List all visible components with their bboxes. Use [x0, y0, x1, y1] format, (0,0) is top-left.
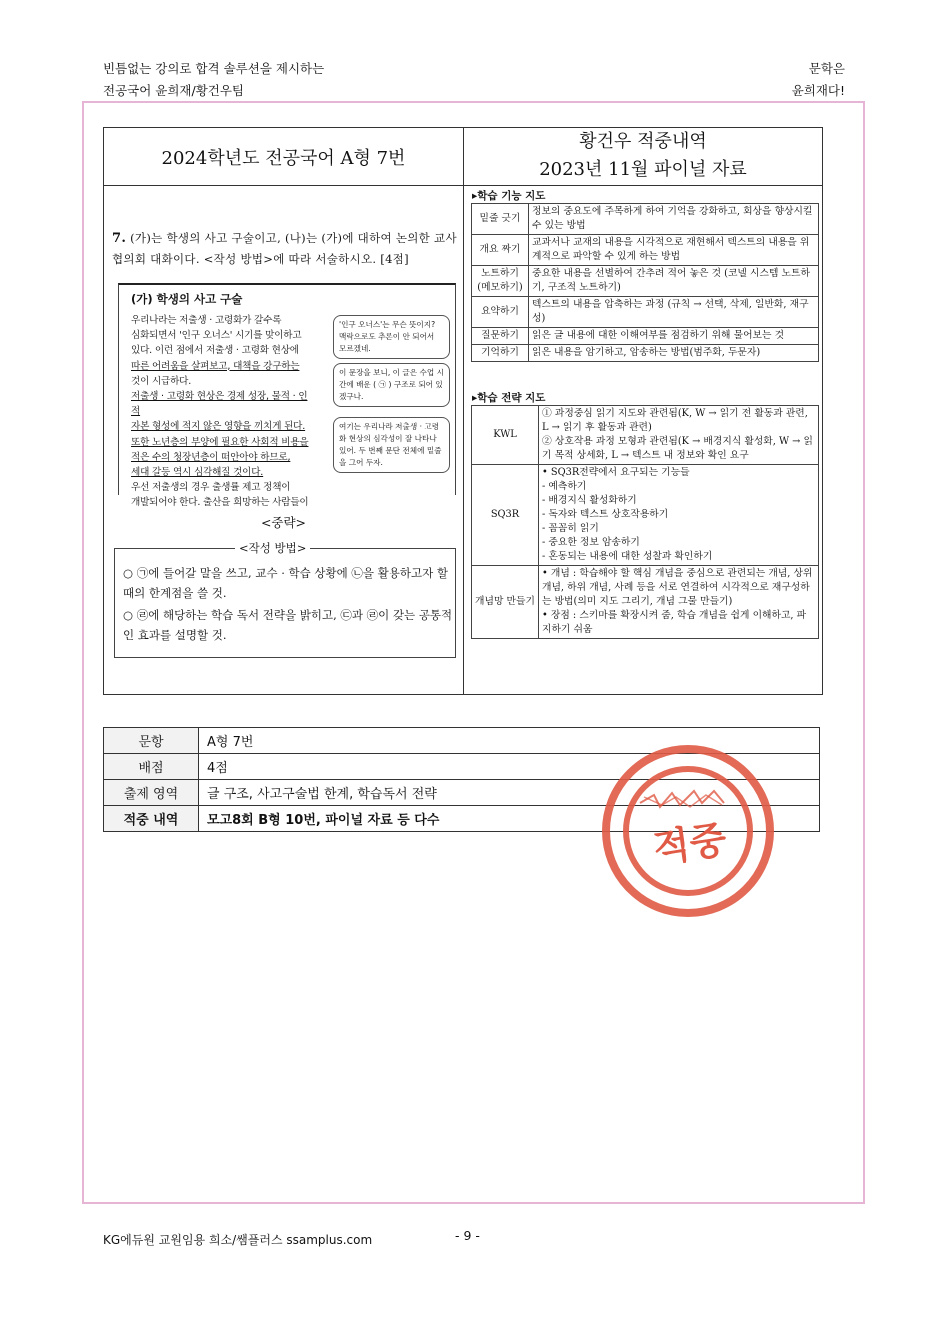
sq3r-line: - 독자와 텍스트 상호작용하기: [542, 509, 669, 520]
learning-skills-table: [471, 203, 819, 362]
row-text: 읽은 내용을 암기하고, 암송하는 방법(범주화, 두문자): [529, 345, 819, 362]
omission-mark: <중략>: [260, 515, 307, 530]
material-title-line1: 황건우 적중내역: [579, 131, 707, 152]
row-text: [539, 406, 819, 465]
passage-line: 따른 어려움을 살펴보고, 대책을 강구하는: [131, 360, 300, 372]
thought-bubble: 이 문장을 보니, 이 글은 수업 시간에 배운 ( ㉠ ) 구조로 되어 있겠구나.: [333, 363, 450, 407]
header-right: [792, 58, 845, 102]
sq3r-line: - 혼동되는 내용에 대한 성찰과 확인하기: [542, 551, 713, 562]
kwl-line: ② 상호작용 과정 모형과 관련됨(K → 배경지식 활성화, W → 읽기 목적 상세화, L → 텍스트 내 정보와 확인 요구: [542, 436, 813, 461]
row-text: 읽은 글 내용에 대한 이해여부를 점검하기 위해 물어보는 것: [529, 328, 819, 345]
passage-text: [131, 313, 316, 511]
horizontal-divider: [104, 185, 822, 186]
passage-line: 것이 시급하다.: [131, 375, 192, 387]
material-title: [464, 128, 822, 185]
material-title-line2: 2023년 11월 파이널 자료: [539, 159, 747, 180]
summary-value: 4점: [199, 754, 820, 780]
method-item: ○ ㉠에 들어갈 말을 쓰고, 교수 · 학습 상황에 ㉡을 활용하고자 할 때의 한계점을 쓸 것.: [123, 566, 448, 600]
question-number: 7.: [112, 231, 127, 246]
row-text: 정보의 중요도에 주목하게 하여 기억을 강화하고, 회상을 향상시킬 수 있는 방법: [529, 204, 819, 235]
passage-line: 있다. 이런 점에서 저출생 · 고령화 현상에: [131, 345, 299, 357]
row-text: 텍스트의 내용을 압축하는 과정 (규칙 → 선택, 삭제, 일반화, 재구성): [529, 297, 819, 328]
header-team: 전공국어 윤희재/황건우팀: [103, 83, 245, 98]
header-slogan: 빈틈없는 강의로 합격 솔루션을 제시하는: [103, 61, 325, 76]
question: [112, 228, 457, 269]
passage-line: 우선 저출생의 경우 출생률 제고 정책이: [131, 482, 291, 494]
writing-method-title: <작성 방법>: [235, 540, 310, 556]
table-row: [472, 266, 819, 297]
summary-key: 문항: [104, 728, 199, 754]
passage-line: 세대 갈등 역시 심각해질 것이다.: [131, 467, 264, 479]
row-label: 밑줄 긋기: [472, 204, 529, 235]
passage-line: 저출생 · 고령화 현상은 경제 성장, 물적 · 인적: [131, 391, 308, 418]
hit-stamp-icon: [602, 745, 774, 917]
method-item: ○ ㉣에 해당하는 학습 독서 전략을 밝히고, ㉢과 ㉣이 갖는 공통적인 효과를 설명할 것.: [123, 608, 453, 642]
sq3r-line: - 꼼꼼히 읽기: [542, 523, 599, 534]
summary-key: 출제 영역: [104, 780, 199, 806]
row-label: SQ3R: [472, 465, 539, 566]
header-motto-1: 문학은: [808, 61, 845, 76]
row-text: 교과서나 교재의 내용을 시각적으로 재현해서 텍스트의 내용을 위계적으로 파악할 수 있게 하는 방법: [529, 235, 819, 266]
page-number: - 9 -: [455, 1228, 480, 1243]
passage-box: [118, 283, 456, 509]
passage-line: 또한 노년층의 부양에 필요한 사회적 비용을: [131, 436, 309, 448]
sq3r-line: - 배경지식 활성화하기: [542, 495, 637, 506]
row-label: KWL: [472, 406, 539, 465]
concept-map-line: • 장점 : 스키마를 확장시켜 줌, 학습 개념을 쉽게 이해하고, 파지하기 쉬움: [542, 610, 807, 635]
row-text: [539, 566, 819, 639]
row-label: 개요 짜기: [472, 235, 529, 266]
passage-line: 개발되어야 한다. 출산을 희망하는 사람들이: [131, 497, 309, 509]
question-text: (가)는 학생의 사고 구술이고, (나)는 (가)에 대하여 논의한 교사 협의회 대화이다. <작성 방법>에 따라 서술하시오. [4점]: [112, 231, 457, 266]
sq3r-line: • SQ3R전략에서 요구되는 기능들: [542, 467, 690, 478]
header-left: [103, 58, 324, 102]
row-text: [539, 465, 819, 566]
sq3r-line: - 예측하기: [542, 481, 587, 492]
stamp-text: 적중: [650, 817, 730, 871]
row-label: 기억하기: [472, 345, 529, 362]
vertical-divider: [463, 128, 464, 694]
row-label: 질문하기: [472, 328, 529, 345]
table-row: [472, 345, 819, 362]
row-label: 요약하기: [472, 297, 529, 328]
learning-strategies-table: [471, 405, 819, 639]
sq3r-line: - 중요한 정보 암송하기: [542, 537, 640, 548]
table-row: [472, 235, 819, 266]
passage-line: 심화되면서 '인구 오너스' 시기를 맞이하고: [131, 330, 302, 342]
writing-method-box: [114, 541, 456, 658]
passage-title: (가) 학생의 사고 구술: [131, 292, 243, 306]
passage-line: 적은 수의 청장년층이 떠안아야 하므로,: [131, 451, 291, 463]
concept-map-line: • 개념 : 학습해야 할 핵심 개념을 중심으로 관련되는 개념, 상위 개념, 하위 개념, 사례 등을 서로 연결하여 시각적으로 재구성하는 방법(의미 지도 그리기, 개념 그물 만들기): [542, 568, 813, 607]
summary-value: 모고8회 B형 10번, 파이널 자료 등 다수: [199, 806, 820, 832]
summary-value: A형 7번: [199, 728, 820, 754]
table-row: [472, 204, 819, 235]
header-motto-2: 윤희재다!: [791, 83, 845, 98]
thought-bubble: '인구 오너스'는 무슨 뜻이지? 맥락으로도 추론이 안 되어서 모르겠네.: [333, 315, 450, 359]
section-learning-skills: ▸학습 기능 지도: [472, 190, 546, 202]
kwl-line: ① 과정중심 읽기 지도와 관련됨(K, W → 읽기 전 활동과 관련, L → 읽기 후 활동과 관련): [542, 408, 808, 433]
summary-key: 배점: [104, 754, 199, 780]
table-row: [472, 406, 819, 465]
passage-line: 우리나라는 저출생 · 고령화가 갈수록: [131, 315, 282, 326]
summary-key: 적중 내역: [104, 806, 199, 832]
table-row: [472, 566, 819, 639]
section-learning-strategies: ▸학습 전략 지도: [472, 392, 546, 404]
row-text: 중요한 내용을 선별하여 간추려 적어 놓은 것 (코넬 시스템 노트하기, 구조적 노트하기): [529, 266, 819, 297]
comparison-panel: [103, 127, 823, 695]
table-row: [472, 297, 819, 328]
table-row: [472, 465, 819, 566]
exam-title: 2024학년도 전공국어 A형 7번: [161, 147, 406, 169]
summary-value: 글 구조, 사고구술법 한계, 학습독서 전략: [199, 780, 820, 806]
row-label: 개념망 만들기: [472, 566, 539, 639]
footer-publisher: KG에듀원 교원임용 희소/쌤플러스 ssamplus.com: [103, 1233, 373, 1247]
row-label: 노트하기 (메모하기): [472, 266, 529, 297]
passage-line: 자본 형성에 적지 않은 영향을 끼치게 된다.: [131, 421, 306, 433]
table-row: [472, 328, 819, 345]
thought-bubble: 여기는 우리나라 저출생 · 고령화 현상의 심각성이 잘 나타나 있어. 두 번째 문단 전체에 밑줄을 그어 두자.: [333, 417, 450, 473]
